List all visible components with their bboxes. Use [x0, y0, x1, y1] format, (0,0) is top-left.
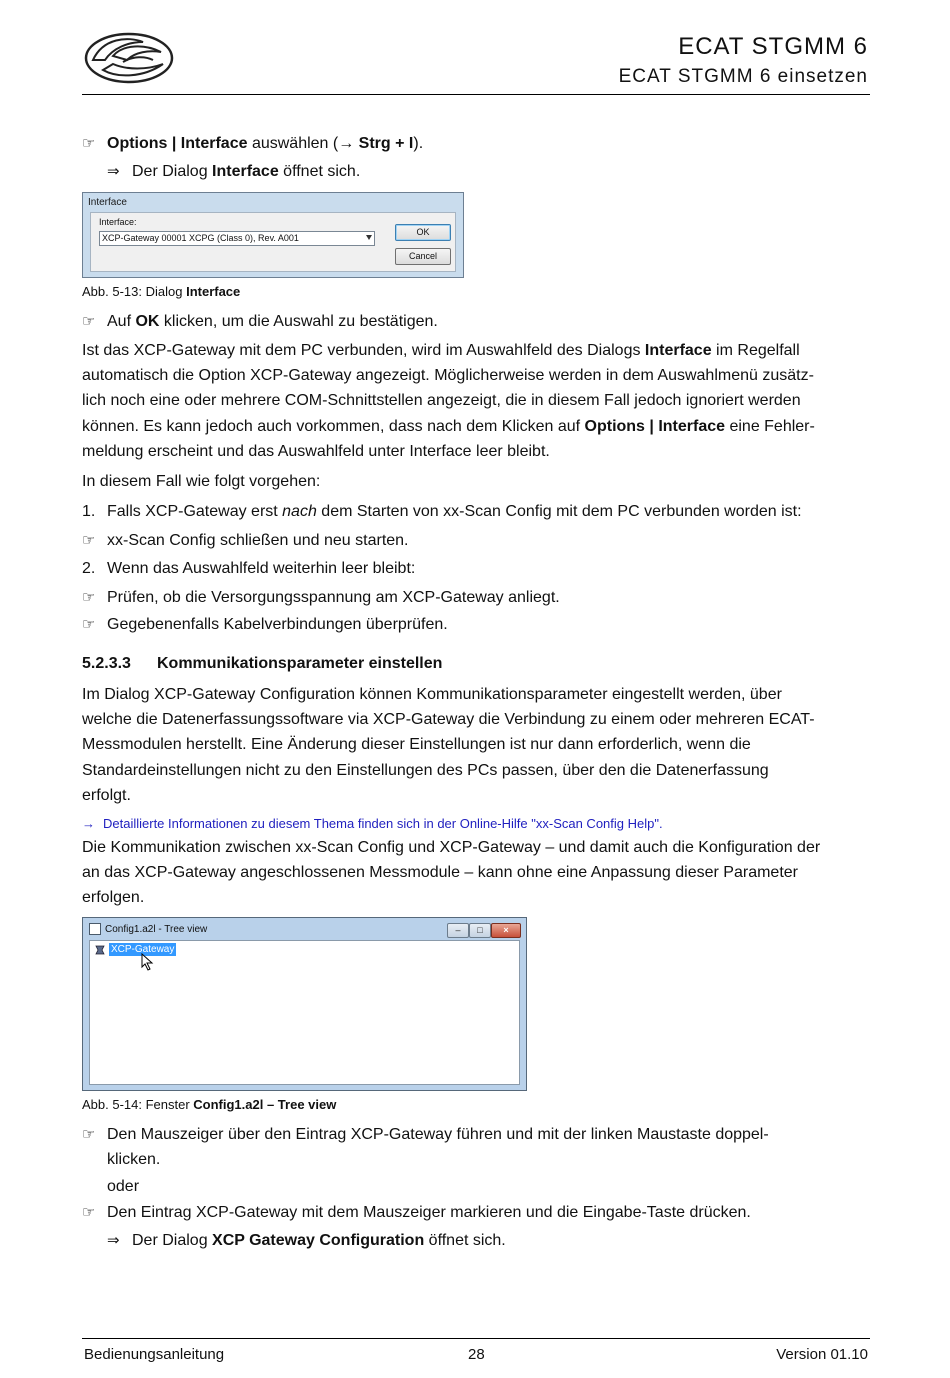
paragraph-line: Standardeinstellungen nicht zu den Einstellungen des PCs passen, über den die Datenerfassung: [82, 761, 769, 779]
minimize-button[interactable]: [447, 923, 469, 938]
step-restart: xx-Scan Config schließen und neu starten.: [107, 532, 409, 549]
section-title: Kommunikationsparameter einstellen: [157, 655, 443, 672]
footer-divider: [82, 1338, 870, 1339]
paragraph-communication-parameters: [82, 682, 870, 808]
result-configuration-opens: Der Dialog XCP Gateway Configuration öffnet sich.: [132, 1232, 506, 1249]
window-title: Config1.a2l - Tree view: [105, 924, 208, 935]
mouse-cursor-icon: [141, 953, 155, 971]
pointing-hand-icon: ☞: [82, 313, 96, 330]
dialog-content: [90, 212, 456, 272]
step-press-enter: Den Eintrag XCP-Gateway mit dem Mauszeiger markieren und die Eingabe-Taste drücken.: [107, 1204, 751, 1221]
help-note: → Detaillierte Informationen zu diesem Thema finden sich in der Online-Hilfe "xx-Scan Config Help".: [82, 816, 663, 831]
chevron-down-icon[interactable]: [366, 235, 372, 240]
paragraph-line: welche die Datenerfassungssoftware via XCP-Gateway die Verbindung zu einem oder mehreren ECAT-: [82, 711, 815, 729]
list-item-1: Falls XCP-Gateway erst nach dem Starten von xx-Scan Config mit dem PC verbunden worden ist:: [107, 503, 802, 520]
paragraph-line: Im Dialog XCP-Gateway Configuration können Kommunikationsparameter eingestellt werden, über: [82, 686, 782, 703]
pointing-hand-icon: ☞: [82, 532, 96, 549]
paragraph-line: Ist das XCP-Gateway mit dem PC verbunden, wird im Auswahlfeld des Dialogs Interface im Regelfall: [82, 342, 800, 359]
tree-view-window: [82, 917, 527, 1091]
step-click-ok: Auf OK klicken, um die Auswahl zu bestätigen.: [107, 313, 438, 330]
section-number: 5.2.3.3: [82, 655, 131, 672]
step-check-power: Prüfen, ob die Versorgungsspannung am XCP-Gateway anliegt.: [107, 589, 560, 606]
paragraph-procedure-intro: In diesem Fall wie folgt vorgehen:: [82, 473, 321, 490]
paragraph-line: meldung erscheint und das Auswahlfeld unter Interface leer bleibt.: [82, 442, 550, 460]
paragraph-line: können. Es kann jedoch auch vorkommen, dass nach dem Klicken auf Options | Interface eine Fehler-: [82, 417, 815, 435]
pointing-hand-icon: ☞: [82, 135, 96, 152]
ok-button[interactable]: OK: [395, 224, 451, 241]
step-double-click: Den Mauszeiger über den Eintrag XCP-Gateway führen und mit der linken Maustaste doppel- klicken. oder: [107, 1122, 867, 1199]
paragraph-line: Die Kommunikation zwischen xx-Scan Config und XCP-Gateway – und damit auch die Konfiguration der: [82, 839, 821, 856]
header-subtitle: ECAT STGMM 6 einsetzen: [618, 66, 868, 87]
tree-item-xcp-gateway[interactable]: XCP-Gateway: [111, 944, 175, 955]
tree-panel: [89, 940, 520, 1085]
gateway-node-icon: [94, 944, 106, 956]
arrow-icon: →: [82, 816, 95, 831]
double-arrow-icon: ⇒: [107, 163, 120, 180]
cancel-button[interactable]: Cancel: [395, 248, 451, 265]
result-dialog-opens: Der Dialog Interface öffnet sich.: [132, 163, 361, 180]
paragraph-line: erfolgen.: [82, 889, 145, 907]
paragraph-line: an das XCP-Gateway angeschlossenen Messmodule – kann ohne eine Anpassung dieser Parameter: [82, 864, 798, 882]
maximize-button[interactable]: [469, 923, 491, 938]
paragraph-line: lich noch eine oder mehrere COM-Schnittstellen angezeigt, die in diesem Fall jedoch ignoriert werden: [82, 392, 801, 410]
paragraph-line: Messmodulen herstellt. Eine Änderung dieser Einstellungen ist nur dann erforderlich, wenn die: [82, 736, 751, 754]
figure-caption-interface: Abb. 5-13: Dialog Interface: [82, 284, 241, 299]
arrow-icon: →: [338, 135, 359, 152]
paragraph-line: automatisch die Option XCP-Gateway angezeigt. Möglicherweise werden in dem Auswahlmenü zusätz-: [82, 367, 814, 385]
close-button[interactable]: [491, 923, 521, 938]
pointing-hand-icon: ☞: [82, 1126, 96, 1143]
interface-label: Interface:: [99, 217, 137, 227]
interface-dialog: [82, 192, 464, 278]
pointing-hand-icon: ☞: [82, 616, 96, 633]
paragraph-interface-info: [82, 338, 870, 464]
app-icon: [89, 923, 101, 935]
page-number: 28: [468, 1346, 485, 1363]
paragraph-communication-default: [82, 835, 870, 911]
maximize-icon: □: [477, 925, 483, 935]
company-logo: [83, 30, 175, 86]
list-number: 2.: [82, 560, 96, 577]
header-title: ECAT STGMM 6: [678, 33, 868, 60]
list-item-2: Wenn das Auswahlfeld weiterhin leer bleibt:: [107, 560, 416, 577]
pointing-hand-icon: ☞: [82, 1204, 96, 1221]
step-check-cables: Gegebenenfalls Kabelverbindungen überprüfen.: [107, 616, 448, 633]
pointing-hand-icon: ☞: [82, 589, 96, 606]
footer-version: Version 01.10: [776, 1346, 868, 1363]
step-select-interface: Options | Interface auswählen (→ Strg + I).: [107, 135, 424, 152]
footer-document-type: Bedienungsanleitung: [84, 1346, 225, 1363]
double-arrow-icon: ⇒: [107, 1232, 120, 1249]
interface-select-value: XCP-Gateway 00001 XCPG (Class 0), Rev. A001: [102, 233, 299, 243]
or-label: oder: [107, 1178, 140, 1195]
paragraph-line: erfolgt.: [82, 786, 131, 804]
close-icon: ×: [503, 925, 509, 935]
header-divider: [82, 94, 870, 95]
interface-select[interactable]: [99, 231, 375, 246]
minimize-icon: –: [455, 925, 461, 935]
figure-caption-tree-view: Abb. 5-14: Fenster Config1.a2l – Tree view: [82, 1097, 337, 1112]
list-number: 1.: [82, 503, 96, 520]
dialog-title: Interface: [88, 197, 127, 208]
